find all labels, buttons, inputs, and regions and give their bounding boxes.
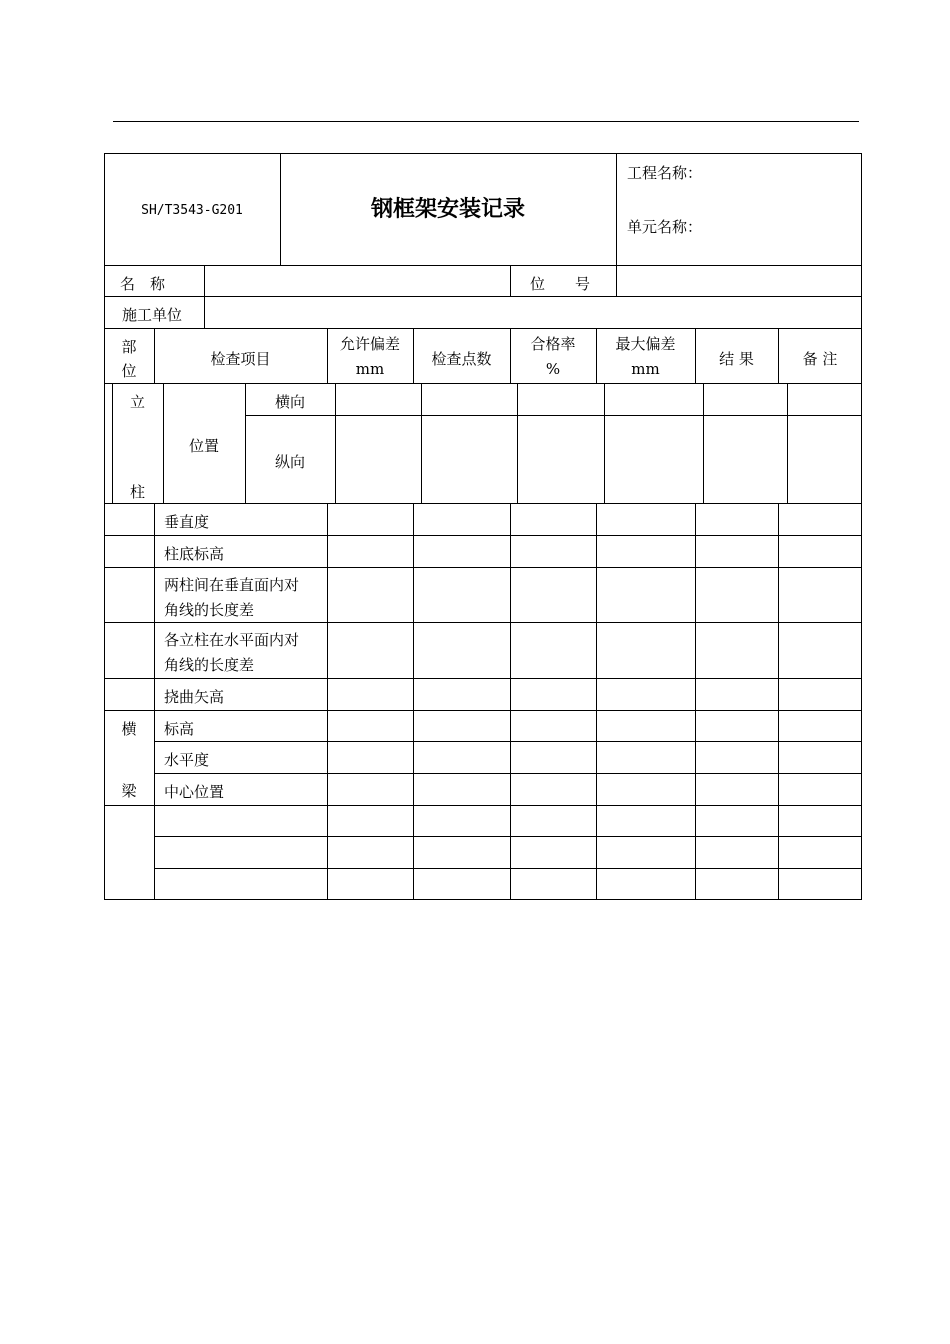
col-pass-rate-1: 合格率 bbox=[530, 335, 576, 353]
item-beam-elevation: 标高 bbox=[164, 720, 195, 738]
item-beam-levelness: 水平度 bbox=[164, 751, 210, 769]
col-tolerance-1: 允许偏差 bbox=[339, 335, 400, 353]
position-label: 位置 bbox=[188, 437, 219, 455]
section-beam-1: 横 bbox=[121, 720, 137, 738]
item-diagonal-vertical-1: 两柱间在垂直面内对 bbox=[164, 576, 300, 594]
item-beam-center: 中心位置 bbox=[164, 783, 225, 801]
item-base-elevation: 柱底标高 bbox=[164, 545, 225, 563]
item-diagonal-vertical-2: 角线的长度差 bbox=[164, 601, 255, 619]
item-verticality: 垂直度 bbox=[164, 513, 210, 531]
project-name-label: 工程名称： bbox=[627, 164, 703, 182]
col-part-1: 部 bbox=[121, 338, 137, 356]
col-remark: 备 注 bbox=[802, 350, 838, 368]
section-column-1: 立 bbox=[129, 393, 145, 411]
col-item: 检查项目 bbox=[210, 350, 271, 368]
vertical-label: 纵向 bbox=[274, 453, 305, 471]
item-diagonal-horizontal-1: 各立柱在水平面内对 bbox=[164, 631, 300, 649]
col-result: 结 果 bbox=[719, 350, 754, 368]
item-deflection: 挠曲矢高 bbox=[164, 688, 225, 706]
unit-name-label: 单元名称： bbox=[627, 218, 703, 236]
col-max-dev-1: 最大偏差 bbox=[615, 335, 676, 353]
item-diagonal-horizontal-2: 角线的长度差 bbox=[164, 656, 255, 674]
position-no-label: 位 号 bbox=[530, 275, 591, 293]
col-pass-rate-2: % bbox=[545, 360, 561, 378]
name-label: 名 称 bbox=[120, 275, 166, 293]
col-tolerance-2: mm bbox=[355, 360, 385, 378]
horizontal-label: 横向 bbox=[274, 393, 305, 411]
col-max-dev-2: mm bbox=[631, 360, 660, 378]
header-rule bbox=[113, 121, 859, 122]
section-column-2: 柱 bbox=[129, 483, 145, 501]
form-code: SH/T3543-G201 bbox=[141, 203, 243, 218]
col-part-2: 位 bbox=[121, 362, 137, 380]
section-beam-2: 梁 bbox=[121, 782, 137, 800]
contractor-label: 施工单位 bbox=[122, 306, 183, 324]
col-points: 检查点数 bbox=[431, 350, 492, 368]
page-title: 钢框架安装记录 bbox=[370, 197, 525, 222]
